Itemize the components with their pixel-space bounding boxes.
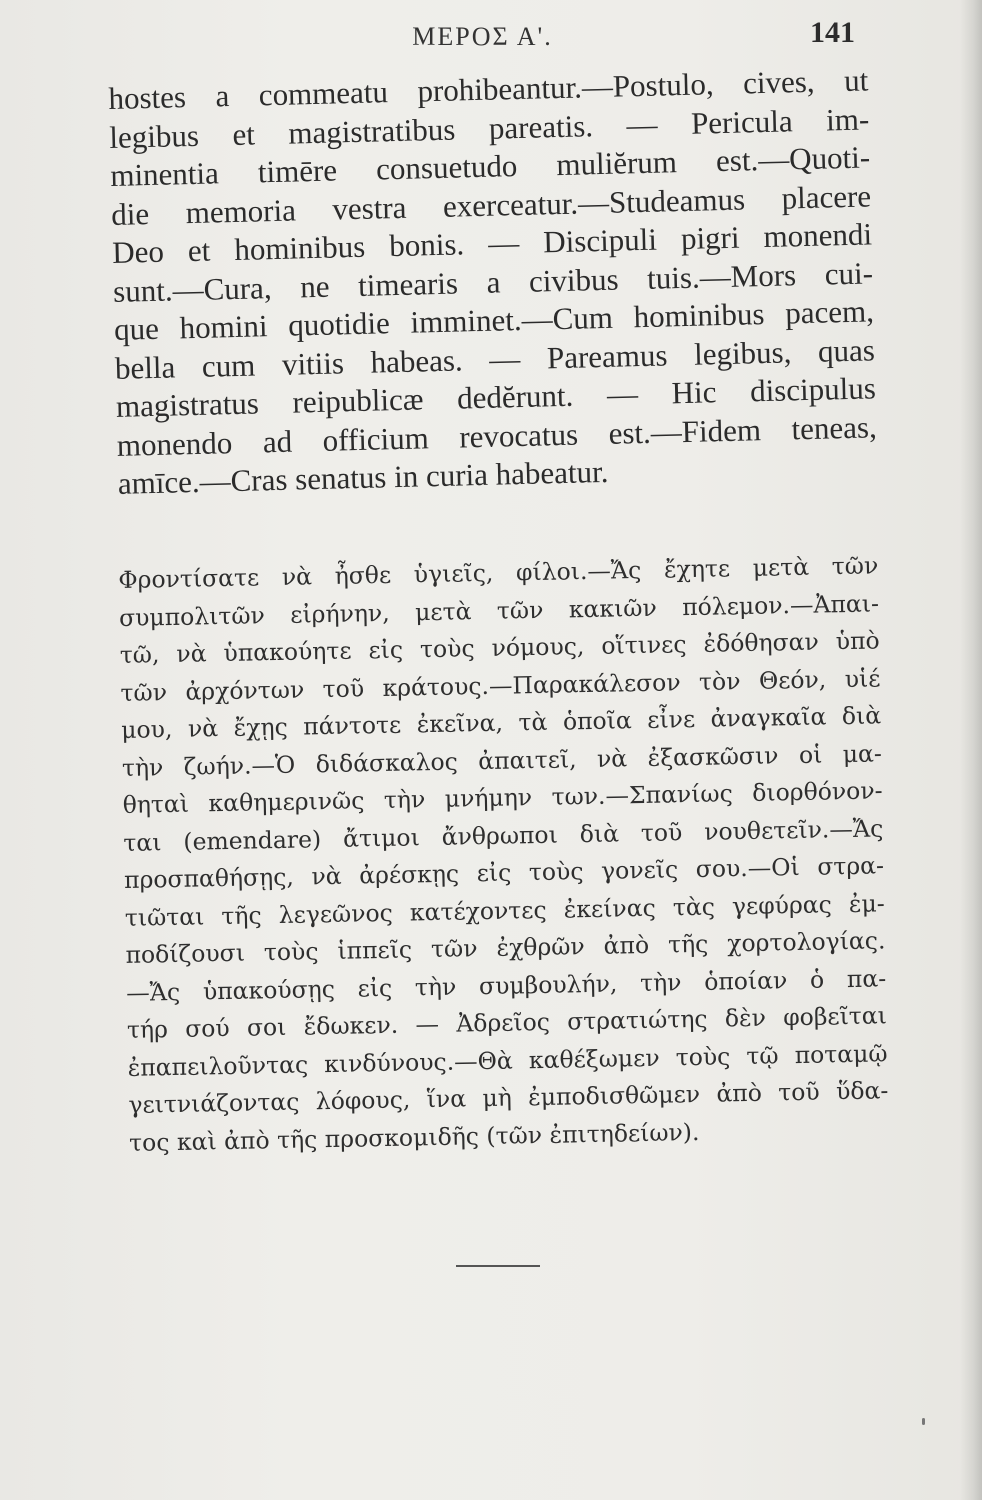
greek-line: τὴν ζωήν.—Ὁ διδάσκαλος ἀπαιτεῖ, νὰ ἐξασκῶσιν οἱ μα- (121, 738, 883, 782)
greek-exercise-paragraph (118, 547, 889, 1161)
latin-line: minentia timēre consuetudo muliĕrum est.—Quoti- (109, 139, 871, 193)
latin-line: hostes a commeatu prohibeantur.—Postulo, cives, ut (108, 62, 869, 116)
running-head: ΜΕΡΟΣ Α'. (412, 22, 553, 51)
greek-line: τῶν ἀρχόντων τοῦ κράτους.—Παρακάλεσον τὸν Θεόν, υἱέ (120, 663, 881, 707)
page-edge-shadow (960, 0, 982, 1500)
page-number: 141 (810, 16, 855, 49)
paper-speck (922, 1418, 925, 1425)
page-header (110, 12, 855, 56)
section-end-rule (456, 1265, 540, 1267)
latin-line: sunt.—Cura, ne timearis a civibus tuis.—Mors cui- (112, 254, 874, 309)
latin-line: que homini quotidie imminet.—Cum hominibus pacem, (113, 293, 875, 347)
greek-line: Φροντίσατε νὰ ἦσθε ὑγιεῖς, φίλοι.—Ἄς ἔχητε μετὰ τῶν (118, 551, 879, 594)
latin-line: die memoria vestra exerceatur.—Studeamus placere (110, 177, 872, 232)
latin-line: Deo et hominibus bonis. — Discipuli pigri monendi (111, 216, 873, 270)
greek-line: ποδίζουσι τοὺς ἱππεῖς τῶν ἐχθρῶν ἀπὸ τῆς χορτολογίας. (125, 926, 886, 969)
latin-line: bella cum vitiis habeas. — Pareamus legibus, quas (114, 331, 876, 386)
latin-exercise-paragraph (108, 61, 878, 503)
greek-line: μου, νὰ ἔχῃς πάντοτε ἐκεῖνα, τὰ ὁποῖα εἶνε ἀναγκαῖα διὰ (120, 701, 882, 744)
greek-line: συμπολιτῶν εἰρήνην, μετὰ τῶν κακιῶν πόλεμον.—Ἀπαι- (118, 588, 880, 632)
greek-line: ται (emendare) ἄτιμοι ἄνθρωποι διὰ τοῦ νουθετεῖν.—Ἄς (123, 813, 884, 857)
greek-line: προσπαθήσῃς, νὰ ἀρέσκῃς εἰς τοὺς γονεῖς σου.—Οἱ στρα- (123, 851, 885, 894)
latin-line: amīce.—Cras senatus in curia habeatur. (117, 453, 609, 501)
greek-line: τος καὶ ἀπὸ τῆς προσκομιδῆς (τῶν ἐπιτηδείων). (128, 1117, 700, 1157)
latin-line: legibus et magistratibus pareatis. — Pericula im- (108, 100, 870, 155)
greek-line: τῶ, νὰ ὑπακούητε εἰς τοὺς νόμους, οἵτινες ἐδόθησαν ὑπὸ (119, 626, 880, 669)
latin-line: magistratus reipublicæ dedĕrunt. — Hic discipulus (115, 370, 877, 424)
greek-line: τήρ σού σοι ἔδωκεν. — Ἀδρεῖος στρατιώτης δὲν φοβεῖται (126, 1001, 888, 1044)
greek-line: γειτνιάζοντας λόφους, ἵνα μὴ ἐμποδισθῶμεν ἀπὸ τοῦ ὕδα- (128, 1076, 889, 1119)
greek-line: θηταὶ καθημερινῶς τὴν μνήμην των.—Σπανίως διορθόνον- (122, 776, 883, 819)
greek-line: τιῶται τῆς λεγεῶνος κατέχοντες ἐκείνας τὰς γεφύρας ἐμ- (124, 888, 885, 932)
greek-line: ἐπαπειλοῦντας κινδύνους.—Θὰ καθέξωμεν τοὺς τῷ ποταμῷ (127, 1038, 888, 1082)
latin-line: monendo ad officium revocatus est.—Fidem teneas, (116, 408, 878, 463)
greek-line: —Ἄς ὑπακούσῃς εἰς τὴν συμβουλήν, τὴν ὁποίαν ὁ πα- (125, 963, 887, 1007)
